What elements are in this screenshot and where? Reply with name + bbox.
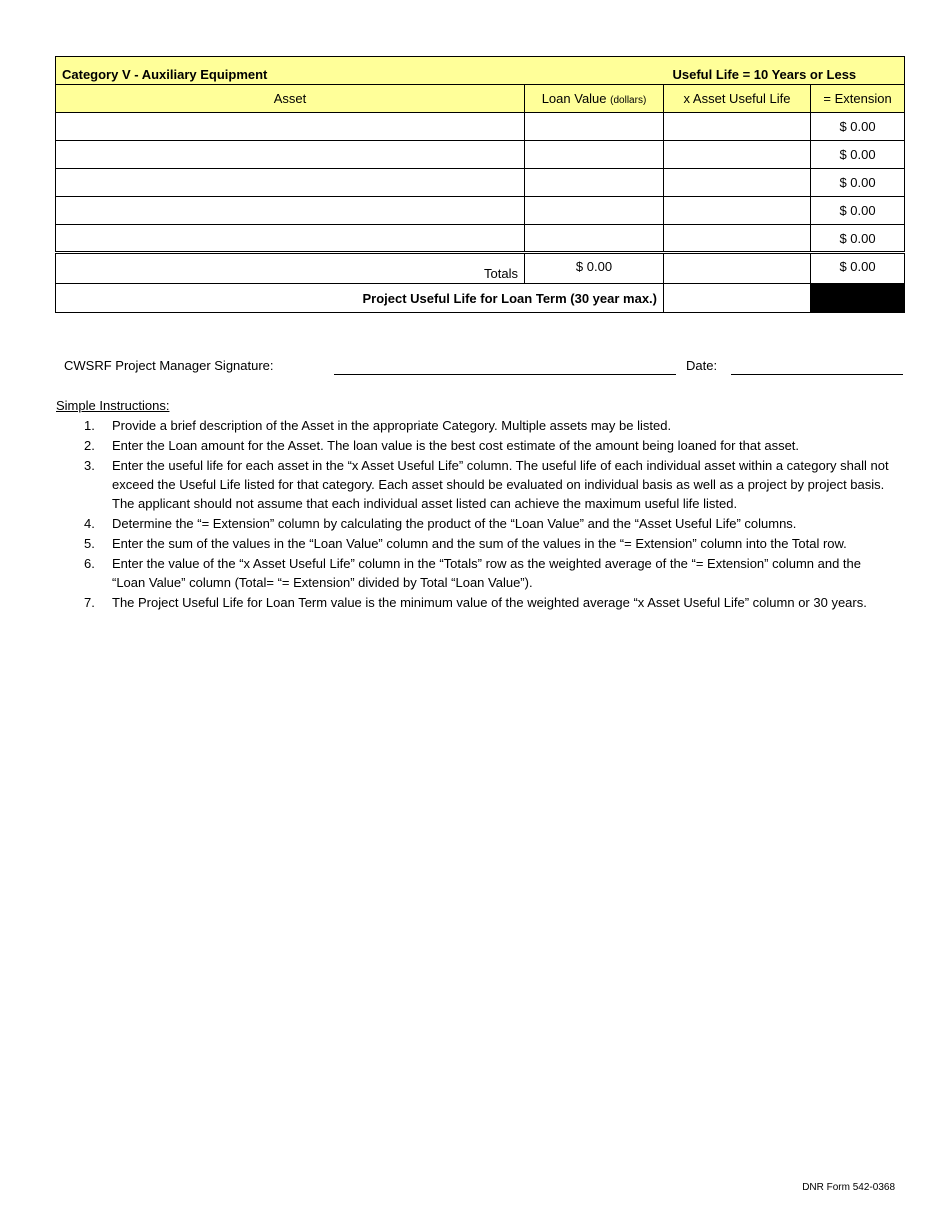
useful-life-limit: Useful Life = 10 Years or Less: [672, 67, 857, 82]
list-item-text: Enter the useful life for each asset in the “x Asset Useful Life” column. The useful life of each individual asset within a category shall not exceed the Useful Life listed for that category. Each asset should be evaluated on individual basis as well as a project by project basis. The applicant should not assume that each individual asset listed can achieve the maximum useful life listed.: [112, 458, 889, 511]
list-item-number: 4.: [84, 516, 95, 531]
date-label: Date:: [686, 358, 718, 373]
totals-row: [56, 253, 905, 284]
category-title: [56, 57, 857, 85]
table-row: [56, 113, 905, 141]
useful-life-column-header: x Asset Useful Life: [664, 85, 811, 113]
list-item-text: Enter the sum of the values in the “Loan Value” column and the sum of the values in the “= Extension” column into the Total row.: [112, 536, 847, 551]
loan-value-header-label: Loan Value: [541, 91, 607, 106]
list-item-text: The Project Useful Life for Loan Term value is the minimum value of the weighted average “x Asset Useful Life” column or 30 years.: [112, 595, 867, 610]
list-item-text: Determine the “= Extension” column by calculating the product of the “Loan Value” and the “Asset Useful Life” columns.: [112, 516, 797, 531]
totals-label: Totals: [56, 253, 525, 284]
useful-life-input[interactable]: [664, 113, 811, 141]
column-header-row: [56, 85, 905, 113]
list-item-number: 2.: [84, 438, 95, 453]
extension-value: $ 0.00: [811, 113, 905, 141]
list-item: [56, 593, 896, 612]
loan-value-input[interactable]: [525, 141, 664, 169]
list-item: [56, 534, 896, 553]
list-item-text: Enter the Loan amount for the Asset. The loan value is the best cost estimate of the amount being loaned for that asset.: [112, 438, 800, 453]
list-item: [56, 514, 896, 533]
date-field[interactable]: [731, 374, 903, 375]
list-item-number: 6.: [84, 556, 95, 571]
table-row: [56, 169, 905, 197]
table-row: [56, 197, 905, 225]
extension-value: $ 0.00: [811, 225, 905, 253]
list-item: [56, 436, 896, 455]
loan-value-column-header: [525, 85, 664, 113]
loan-value-unit: (dollars): [610, 95, 647, 106]
asset-input[interactable]: [56, 225, 525, 253]
asset-input[interactable]: [56, 113, 525, 141]
instructions-list: [56, 416, 896, 613]
list-item-number: 7.: [84, 595, 95, 610]
table-row: [56, 141, 905, 169]
list-item: [56, 456, 896, 513]
signature-label: CWSRF Project Manager Signature:: [64, 358, 274, 373]
list-item-number: 1.: [84, 418, 95, 433]
loan-value-input[interactable]: [525, 225, 664, 253]
asset-input[interactable]: [56, 197, 525, 225]
project-useful-life-row: [56, 284, 905, 313]
table-row: [56, 225, 905, 253]
list-item-text: Provide a brief description of the Asset in the appropriate Category. Multiple assets may be listed.: [112, 418, 672, 433]
list-item-number: 3.: [84, 458, 95, 473]
loan-value-input[interactable]: [525, 169, 664, 197]
totals-extension: $ 0.00: [811, 253, 905, 284]
signature-field[interactable]: [334, 374, 676, 375]
list-item-text: Enter the value of the “x Asset Useful Life” column in the “Totals” row as the weighted average of the “= Extension” column and the “Loan Value” column (Total= “= Extension” divided by Total “Loan Value”).: [112, 556, 861, 590]
asset-column-header: Asset: [56, 85, 525, 113]
extension-value: $ 0.00: [811, 169, 905, 197]
useful-life-input[interactable]: [664, 197, 811, 225]
asset-useful-life-table: [55, 56, 905, 313]
useful-life-input[interactable]: [664, 141, 811, 169]
totals-loan-value: $ 0.00: [525, 253, 664, 284]
list-item: [56, 416, 896, 435]
list-item-number: 5.: [84, 536, 95, 551]
loan-value-input[interactable]: [525, 113, 664, 141]
instructions-heading: Simple Instructions:: [56, 398, 170, 413]
loan-value-input[interactable]: [525, 197, 664, 225]
extension-column-header: = Extension: [811, 85, 905, 113]
category-header-row: [56, 57, 905, 85]
totals-useful-life-input[interactable]: [664, 253, 811, 284]
asset-input[interactable]: [56, 141, 525, 169]
useful-life-input[interactable]: [664, 169, 811, 197]
project-useful-life-input[interactable]: [664, 284, 811, 313]
blacked-out-cell: [811, 284, 905, 313]
project-useful-life-label: Project Useful Life for Loan Term (30 year max.): [56, 284, 664, 313]
extension-value: $ 0.00: [811, 141, 905, 169]
asset-input[interactable]: [56, 169, 525, 197]
useful-life-input[interactable]: [664, 225, 811, 253]
category-title-text: Category V - Auxiliary Equipment: [62, 67, 268, 82]
extension-value: $ 0.00: [811, 197, 905, 225]
list-item: [56, 554, 896, 592]
form-number: DNR Form 542-0368: [802, 1182, 895, 1193]
